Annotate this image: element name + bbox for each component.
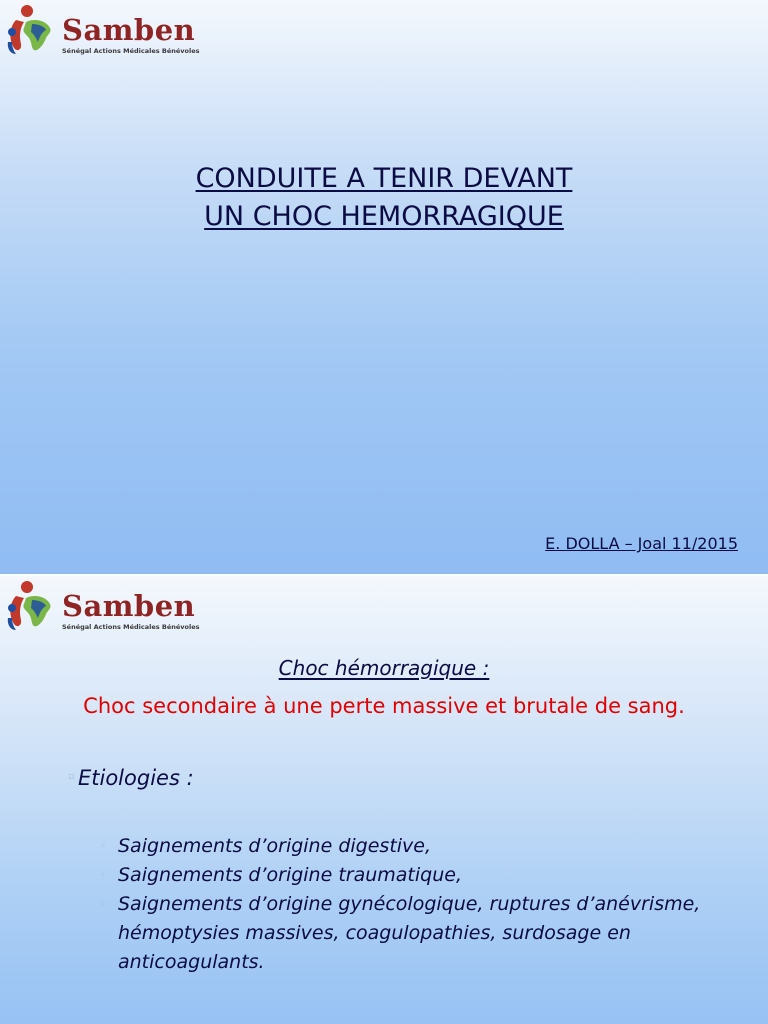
bullet-icon: ◦ — [100, 841, 106, 852]
author-credit: E. DOLLA – Joal 11/2015 — [545, 534, 738, 553]
etiologies-label: Etiologies : — [78, 766, 194, 790]
list-item — [100, 861, 740, 890]
africa-people-logo-icon — [4, 578, 60, 634]
logo-name: Samben — [62, 13, 196, 47]
logo-tagline: Sénégal Actions Médicales Bénévoles — [62, 623, 200, 631]
list-item — [100, 832, 740, 861]
logo-tagline: Sénégal Actions Médicales Bénévoles — [62, 47, 200, 55]
list-item-text: Saignements d’origine gynécologique, ruptures d’anévrisme, hémoptysies massives, coagulopathies, surdosage en anticoagulants. — [118, 893, 701, 973]
title-line-1: CONDUITE A TENIR DEVANT — [195, 163, 573, 194]
definition-heading: Choc hémorragique : — [278, 656, 490, 680]
africa-people-logo-icon — [4, 2, 60, 58]
definition-slide — [0, 576, 768, 1024]
list-item-text: Saignements d’origine digestive, — [118, 835, 432, 857]
samben-logo — [4, 2, 204, 60]
slide-title — [0, 160, 768, 236]
list-item — [100, 890, 740, 977]
logo-name: Samben — [62, 589, 196, 623]
list-item-text: Saignements d’origine traumatique, — [118, 864, 462, 886]
bullet-icon: ▫ — [68, 772, 75, 782]
etiologies-list — [100, 832, 740, 977]
samben-logo — [4, 578, 204, 636]
etiologies-heading — [68, 766, 194, 790]
definition-text: Choc secondaire à une perte massive et brutale de sang. — [83, 694, 685, 718]
bullet-icon: ◦ — [100, 870, 106, 881]
bullet-icon: ◦ — [100, 899, 106, 910]
title-line-2: UN CHOC HEMORRAGIQUE — [204, 201, 564, 232]
